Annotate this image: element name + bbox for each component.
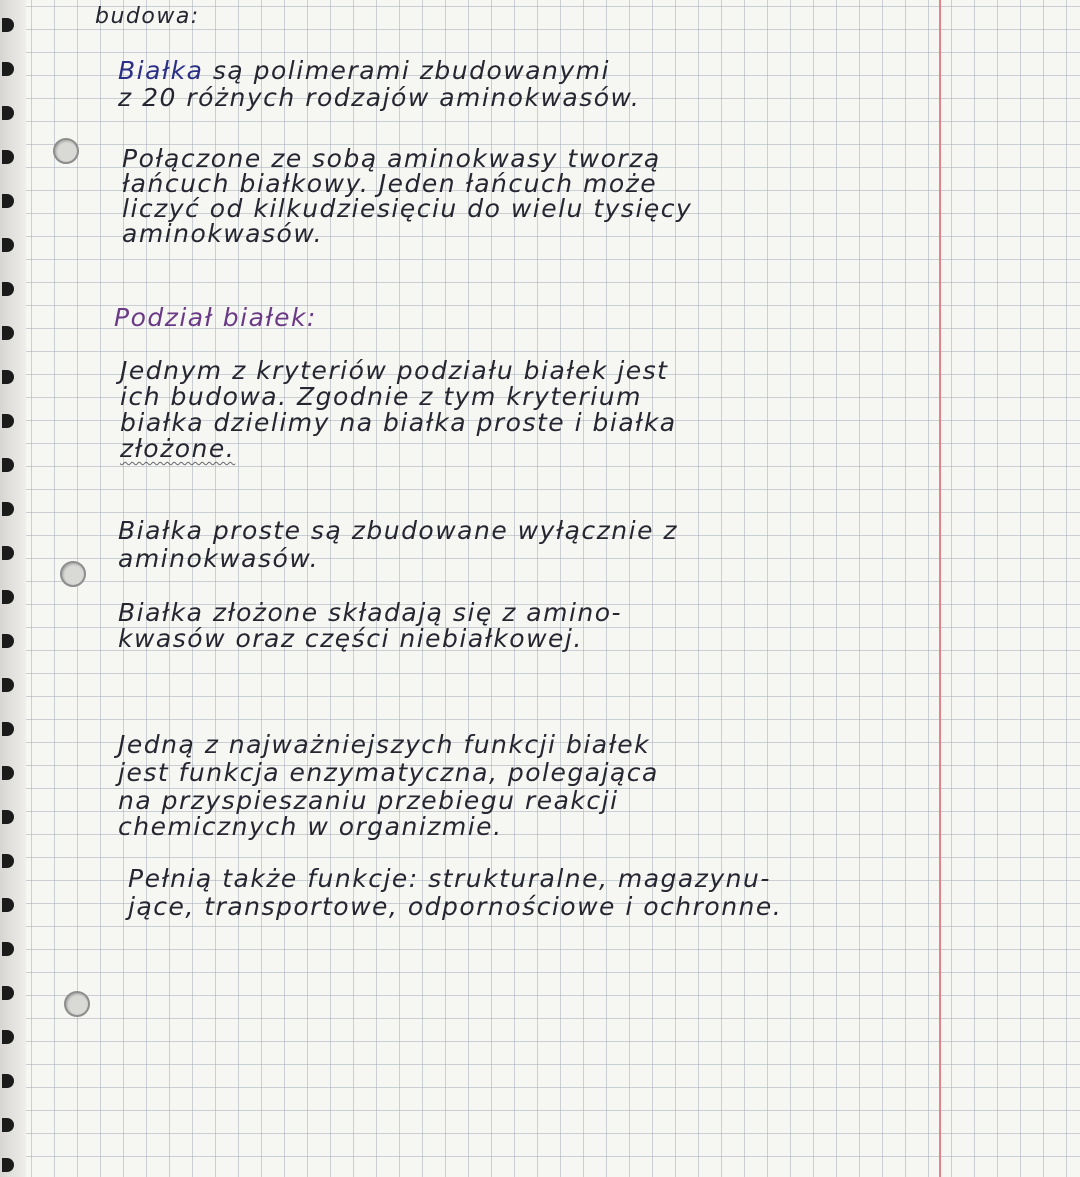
note-line: ich budowa. Zgodnie z tym kryterium xyxy=(120,382,642,411)
note-line: liczyć od kilkudziesięciu do wielu tysięcy xyxy=(122,194,693,223)
note-line: Białka proste są zbudowane wyłącznie z xyxy=(118,516,679,545)
note-line: złożone. xyxy=(120,434,236,463)
note-line: Białka złożone składają się z amino- xyxy=(118,598,623,627)
note-line: kwasów oraz części niebiałkowej. xyxy=(118,624,583,653)
keyword-bialka: Białka xyxy=(118,56,204,85)
note-line: Pełnią także funkcje: strukturalne, magazynu- xyxy=(128,864,771,893)
note-line: z 20 różnych rodzajów aminokwasów. xyxy=(118,83,641,112)
note-line: Jedną z najważniejszych funkcji białek xyxy=(118,730,651,759)
note-line: białka dzielimy na białka proste i białka xyxy=(120,408,677,437)
subheading-podzial: Podział białek: xyxy=(114,303,317,332)
note-line: jące, transportowe, odpornościowe i ochronne. xyxy=(128,892,783,921)
note-line: chemicznych w organizmie. xyxy=(118,812,503,841)
note-line: aminokwasów. xyxy=(118,544,320,573)
note-line: łańcuch białkowy. Jeden łańcuch może xyxy=(122,169,658,198)
note-line: jest funkcja enzymatyczna, polegająca xyxy=(118,758,659,787)
note-line: aminokwasów. xyxy=(122,219,324,248)
note-line: na przyspieszaniu przebiegu reakcji xyxy=(118,786,619,815)
note-line-text: są polimerami zbudowanymi xyxy=(203,56,610,85)
section-heading: budowa: xyxy=(95,4,200,29)
note-line: Połączone ze sobą aminokwasy tworzą xyxy=(122,144,661,173)
note-line: Jednym z kryteriów podziału białek jest xyxy=(120,356,669,385)
note-line xyxy=(118,58,610,84)
